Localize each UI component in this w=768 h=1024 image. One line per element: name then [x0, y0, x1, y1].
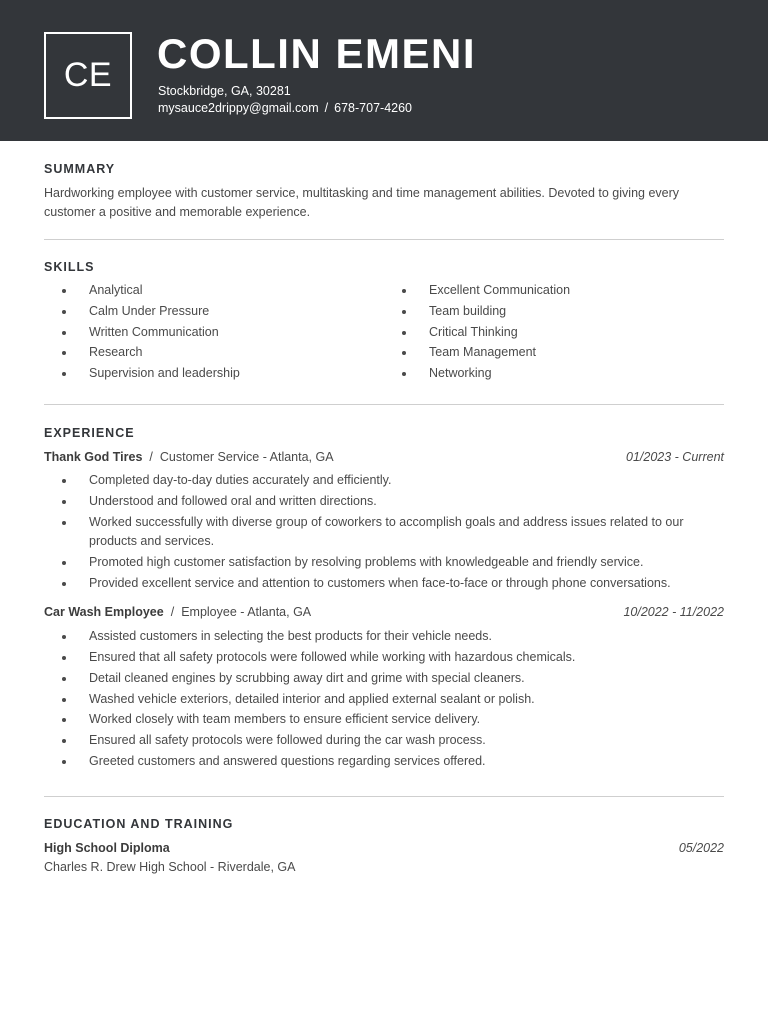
- education-heading: EDUCATION AND TRAINING: [44, 817, 234, 831]
- skills-right-list: [384, 281, 724, 385]
- job-employer: Car Wash Employee: [44, 605, 164, 620]
- summary-heading: SUMMARY: [44, 162, 116, 176]
- skills-columns: [44, 281, 724, 385]
- skill-item: Written Communication: [44, 323, 384, 343]
- education-degree: High School Diploma: [44, 841, 170, 855]
- candidate-name: COLLIN EMENI: [157, 30, 476, 77]
- job-dates: 10/2022 - 11/2022: [623, 605, 724, 620]
- skill-item: Critical Thinking: [384, 323, 724, 343]
- duty-item: Assisted customers in selecting the best products for their vehicle needs.: [44, 627, 724, 647]
- divider: [44, 239, 724, 240]
- summary-text: Hardworking employee with customer service, multitasking and time management abilities. Devoted to giving every customer a positive and memorable experience.: [44, 186, 680, 219]
- duty-item: Completed day-to-day duties accurately and efficiently.: [44, 471, 724, 491]
- contact-email[interactable]: mysauce2drippy@gmail.com: [158, 101, 319, 115]
- job-header: [44, 448, 724, 466]
- job-duties-list: [44, 627, 724, 771]
- skill-item: Networking: [384, 364, 724, 384]
- duty-item: Worked closely with team members to ensure efficient service delivery.: [44, 710, 724, 730]
- skills-heading: SKILLS: [44, 260, 95, 274]
- experience-section: [44, 425, 724, 773]
- experience-heading: EXPERIENCE: [44, 426, 135, 440]
- duty-item: Washed vehicle exteriors, detailed interior and applied external sealant or polish.: [44, 690, 724, 710]
- skill-item: Team building: [384, 302, 724, 322]
- initials-monogram: [44, 32, 132, 119]
- skill-item: Excellent Communication: [384, 281, 724, 301]
- skill-item: Analytical: [44, 281, 384, 301]
- contact-separator: /: [324, 101, 329, 115]
- skill-item: Team Management: [384, 343, 724, 363]
- duty-item: Ensured that all safety protocols were followed while working with hazardous chemicals.: [44, 648, 724, 668]
- skill-item: Research: [44, 343, 384, 363]
- duty-item: Ensured all safety protocols were followed during the car wash process.: [44, 731, 724, 751]
- skill-item: Supervision and leadership: [44, 364, 384, 384]
- skills-left-list: [44, 281, 384, 385]
- duty-item: Detail cleaned engines by scrubbing away dirt and grime with special cleaners.: [44, 669, 724, 689]
- resume-header: [0, 0, 768, 141]
- duty-item: Understood and followed oral and written directions.: [44, 492, 724, 512]
- divider: [44, 796, 724, 797]
- contact-phone[interactable]: 678-707-4260: [334, 101, 413, 115]
- contact-location: Stockbridge, GA, 30281: [158, 84, 291, 98]
- skills-section: [44, 259, 724, 385]
- education-date: 05/2022: [678, 841, 724, 855]
- summary-section: [44, 161, 724, 222]
- duty-item: Greeted customers and answered questions regarding services offered.: [44, 752, 724, 772]
- job-duties-list: [44, 471, 724, 593]
- duty-item: Worked successfully with diverse group of coworkers to accomplish goals and address issues related to our products and services.: [44, 513, 724, 552]
- job-role: Customer Service - Atlanta, GA: [159, 450, 334, 464]
- job-header: [44, 603, 724, 621]
- duty-item: Promoted high customer satisfaction by resolving problems with knowledgeable and friendly service.: [44, 553, 724, 573]
- duty-item: Provided excellent service and attention to customers when face-to-face or through phone conversations.: [44, 574, 724, 594]
- job-dates: 01/2023 - Current: [626, 450, 724, 464]
- initials-text: CE: [63, 56, 113, 94]
- job-separator: /: [149, 450, 153, 464]
- job-separator: /: [170, 605, 175, 620]
- education-header: [44, 839, 724, 857]
- job-role: Employee - Atlanta, GA: [181, 605, 312, 620]
- contact-email-phone: [158, 100, 412, 116]
- job-employer: Thank God Tires: [44, 450, 143, 464]
- divider: [44, 404, 724, 405]
- education-school: Charles R. Drew High School - Riverdale, GA: [44, 860, 296, 874]
- education-section: [44, 816, 724, 876]
- skill-item: Calm Under Pressure: [44, 302, 384, 322]
